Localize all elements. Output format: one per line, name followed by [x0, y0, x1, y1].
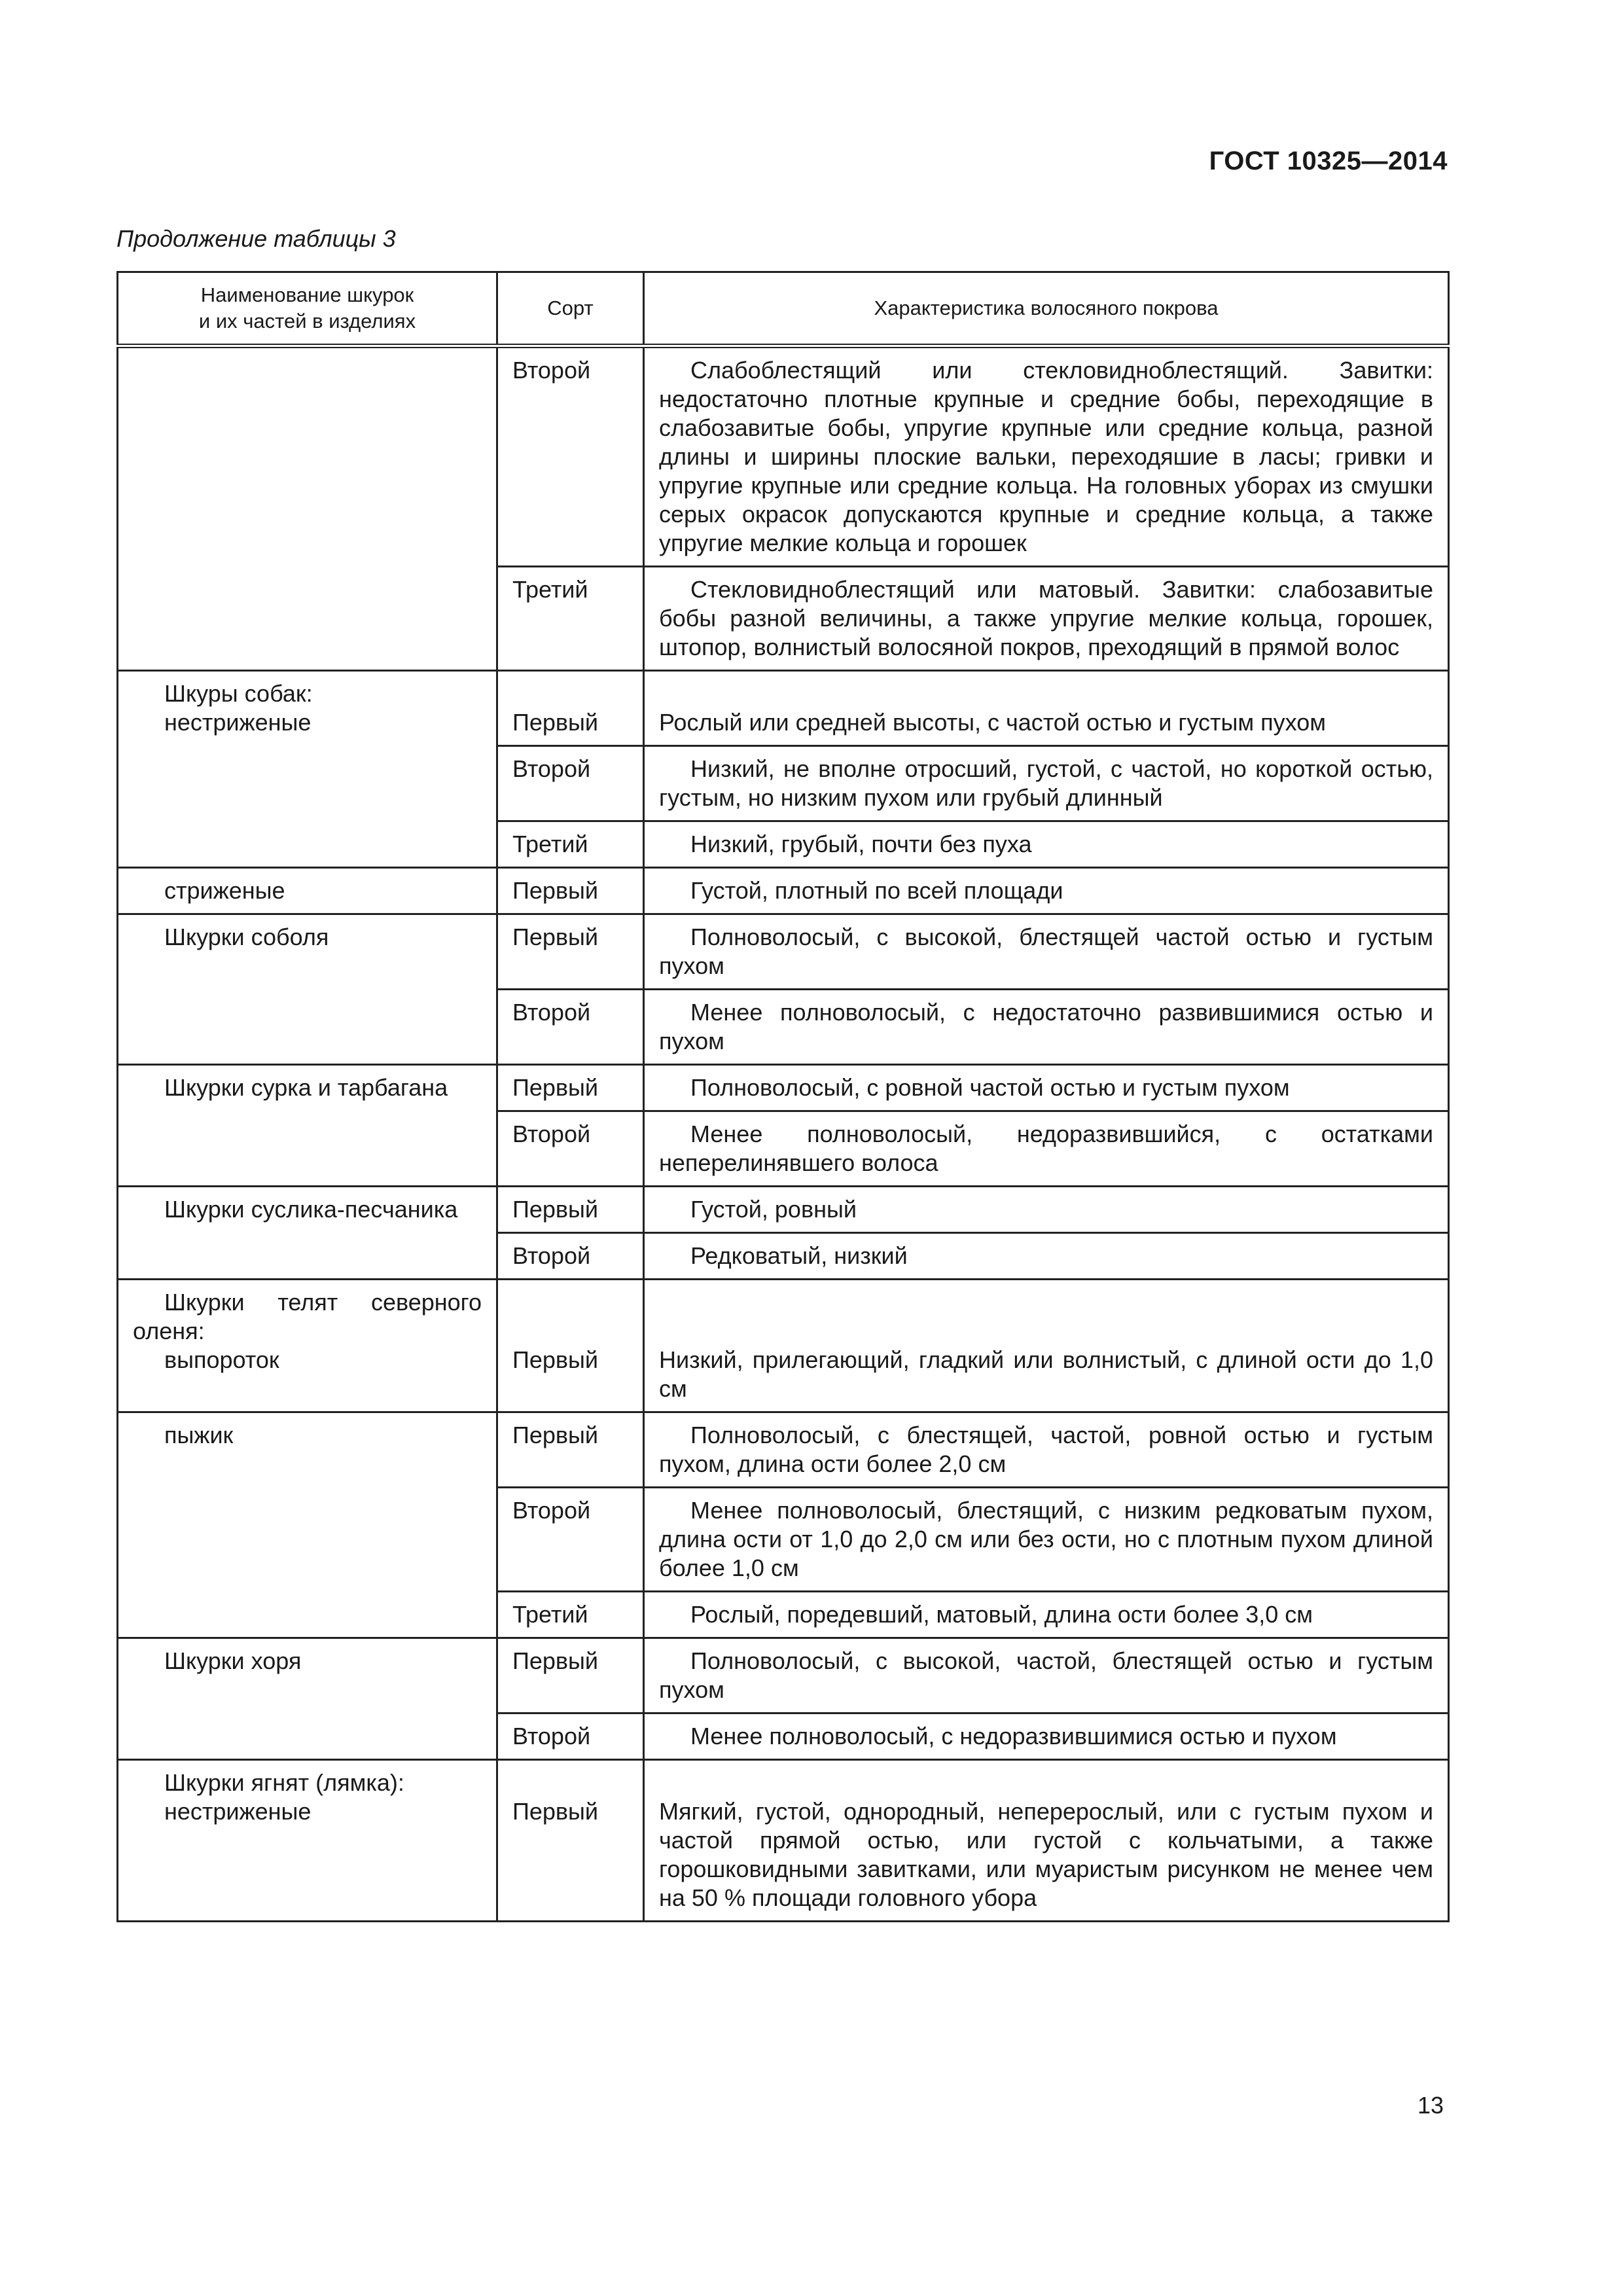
table-header-row: [118, 272, 1449, 346]
column-header-grade: Сорт: [497, 272, 644, 346]
description-cell: Густой, плотный по всей площади: [644, 868, 1449, 914]
skin-name-cell: [118, 1280, 497, 1412]
grade-cell: [497, 1280, 644, 1412]
table-row: [118, 1280, 1449, 1412]
description-cell: Полноволосый, с блестящей, частой, ровной остью и густым пухом, длина ости более 2,0 см: [644, 1412, 1449, 1488]
skin-name-cell: Шкурки соболя: [118, 914, 497, 1065]
skin-name-subtype: нестриженые: [164, 1798, 312, 1825]
grade-cell: Третий: [497, 821, 644, 868]
grade-cell: Второй: [497, 1713, 644, 1760]
table-continuation-label: Продолжение таблицы 3: [116, 225, 396, 252]
table-row: [118, 1412, 1449, 1488]
grade-cell: Третий: [497, 567, 644, 671]
grade-text: Первый: [512, 1798, 599, 1825]
grade-cell: Первый: [497, 914, 644, 990]
skin-name-cell: [118, 671, 497, 868]
column-header-name: [118, 272, 497, 346]
skin-name-title: Шкурки ягнят (лямка):: [164, 1769, 404, 1796]
skin-name-title: Шкуры собак:: [164, 680, 313, 707]
grade-cell: Второй: [497, 1233, 644, 1280]
column-header-description: Характеристика волосяного покрова: [644, 272, 1449, 346]
skin-name-subtype: выпороток: [164, 1346, 279, 1373]
grade-cell: [497, 671, 644, 746]
skin-name-cell: [118, 346, 497, 671]
description-cell: Низкий, грубый, почти без пуха: [644, 821, 1449, 868]
description-cell: Менее полноволосый, недоразвившийся, с остатками неперелинявшего волоса: [644, 1111, 1449, 1187]
description-cell: Редковатый, низкий: [644, 1233, 1449, 1280]
skin-name-cell: Шкурки сурка и тарбагана: [118, 1065, 497, 1187]
description-cell: Рослый, поредевший, матовый, длина ости более 3,0 см: [644, 1592, 1449, 1638]
description-cell: [644, 671, 1449, 746]
grade-text: Первый: [512, 1346, 599, 1373]
grade-cell: Первый: [497, 1065, 644, 1111]
description-cell: Менее полноволосый, с недоразвившимися остью и пухом: [644, 1713, 1449, 1760]
table-row: [118, 1065, 1449, 1111]
table-row: [118, 1760, 1449, 1922]
skin-name-cell: стриженые: [118, 868, 497, 914]
description-cell: Низкий, не вполне отросший, густой, с частой, но короткой остью, густым, но низким пухом или грубый длинный: [644, 746, 1449, 821]
skin-name-cell: Шкурки хоря: [118, 1638, 497, 1760]
grade-cell: Второй: [497, 1111, 644, 1187]
description-text: Низкий, прилегающий, гладкий или волнистый, с длиной ости до 1,0 см: [659, 1346, 1433, 1402]
description-text: Рослый или средней высоты, с частой остью и густым пухом: [659, 709, 1327, 736]
table-row: [118, 914, 1449, 990]
description-text: Мягкий, густой, однородный, неперерослый, или с густым пухом и частой прямой остью, или густой с кольчатыми, а также горошковидными завитками, или муаристым рисунком не менее чем на 50 % площади головного убора: [659, 1798, 1433, 1911]
table-row: [118, 346, 1449, 567]
grade-cell: Второй: [497, 746, 644, 821]
description-cell: Полноволосый, с высокой, частой, блестящей остью и густым пухом: [644, 1638, 1449, 1713]
grade-cell: [497, 1760, 644, 1922]
description-cell: [644, 1280, 1449, 1412]
description-cell: Менее полноволосый, блестящий, с низким редковатым пухом, длина ости от 1,0 до 2,0 см или без ости, но с плотным пухом длиной более 1,0 см: [644, 1488, 1449, 1592]
description-cell: Слабоблестящий или стекловидноблестящий. Завитки: недостаточно плотные крупные и средние бобы, переходящие в слабозавитые бобы, упругие крупные или средние кольца, разной длины и ширины плоские вальки, переходяшие в ласы; гривки и упругие крупные или средние кольца. На головных уборах из смушки серых окрасок допускаются крупные и средние кольца, а также упругие мелкие кольца и горошек: [644, 346, 1449, 567]
skin-name-cell: Шкурки суслика-песчаника: [118, 1187, 497, 1280]
grading-table: [116, 271, 1450, 1922]
grade-cell: Второй: [497, 346, 644, 567]
document-code: ГОСТ 10325—2014: [1209, 147, 1448, 175]
grade-cell: Первый: [497, 1412, 644, 1488]
skin-name-subtype: нестриженые: [164, 709, 312, 736]
page-number: 13: [1417, 2092, 1444, 2119]
description-cell: Густой, ровный: [644, 1187, 1449, 1233]
description-cell: Полноволосый, с высокой, блестящей частой остью и густым пухом: [644, 914, 1449, 990]
description-cell: Менее полноволосый, с недостаточно развившимися остью и пухом: [644, 990, 1449, 1065]
table-row: [118, 1187, 1449, 1233]
skin-name-title: Шкурки телят северного оленя:: [133, 1289, 482, 1344]
grade-cell: Второй: [497, 1488, 644, 1592]
skin-name-cell: [118, 1760, 497, 1922]
grade-text: Первый: [512, 709, 599, 736]
table-row: [118, 671, 1449, 746]
column-header-name-line2: и их частей в изделиях: [198, 310, 416, 332]
skin-name-cell: пыжик: [118, 1412, 497, 1638]
description-cell: Стекловидноблестящий или матовый. Завитки: слабозавитые бобы разной величины, а также упругие мелкие кольца, горошек, штопор, волнистый волосяной покров, преходящий в прямой волос: [644, 567, 1449, 671]
description-cell: [644, 1760, 1449, 1922]
grade-cell: Третий: [497, 1592, 644, 1638]
grade-cell: Первый: [497, 868, 644, 914]
description-cell: Полноволосый, с ровной частой остью и густым пухом: [644, 1065, 1449, 1111]
table-row: [118, 868, 1449, 914]
grade-cell: Второй: [497, 990, 644, 1065]
grade-cell: Первый: [497, 1187, 644, 1233]
grade-cell: Первый: [497, 1638, 644, 1713]
table-row: [118, 1638, 1449, 1713]
column-header-name-line1: Наименование шкурок: [200, 283, 414, 306]
